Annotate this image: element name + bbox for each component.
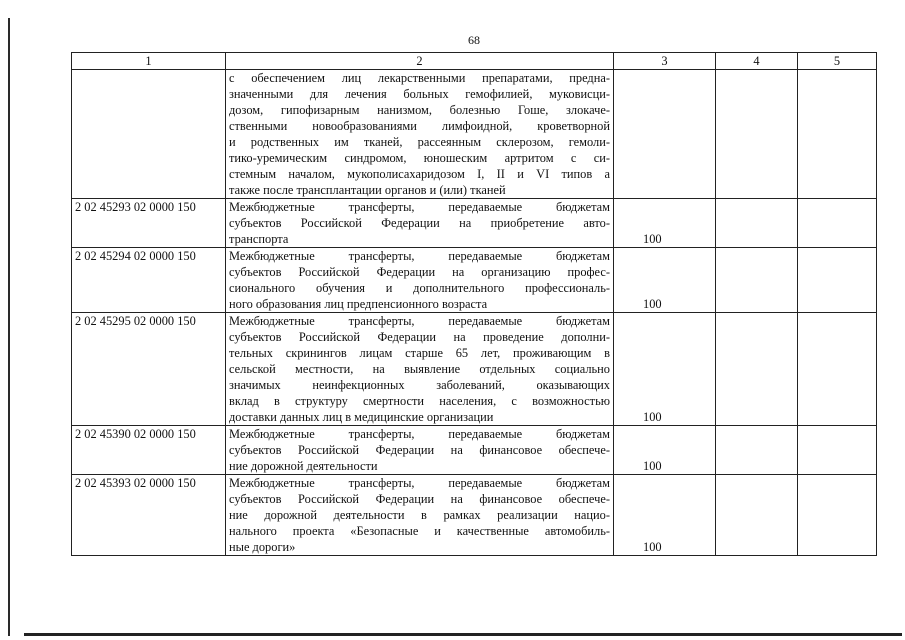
description-line: с обеспечением лиц лекарственными препаратами, предна- <box>229 71 610 85</box>
description-line: субъектов Российской Федерации на приобретение авто- <box>229 216 610 230</box>
budget-code-cell: 2 02 45390 02 0000 150 <box>72 426 226 475</box>
description-cell <box>226 426 614 475</box>
description-line: и родственных им тканей, рассеянным склерозом, гемоли- <box>229 135 610 149</box>
description-line: стемным началом, мукополисахаридозом I, II и VI типов а <box>229 167 610 181</box>
scan-left-edge-line <box>8 18 10 636</box>
column-header-3: 3 <box>614 53 716 70</box>
description-cell <box>226 475 614 556</box>
description-line: ного образования лиц предпенсионного возраста <box>229 297 488 311</box>
description-cell <box>226 313 614 426</box>
column-header-4: 4 <box>716 53 798 70</box>
table-row <box>72 313 877 426</box>
description-line: тико-уремическим синдромом, юношеским артритом с си- <box>229 151 610 165</box>
table-row <box>72 248 877 313</box>
table-row <box>72 70 877 199</box>
description-line: сельской местности, на выявление отдельных социально <box>229 362 610 376</box>
column-header-1: 1 <box>72 53 226 70</box>
description-line: Межбюджетные трансферты, передаваемые бюджетам <box>229 427 610 441</box>
budget-table <box>71 52 877 556</box>
description-line: субъектов Российской Федерации на проведение дополни- <box>229 330 610 344</box>
description-cell <box>226 248 614 313</box>
description-line: дозом, гипофизарным нанизмом, болезнью Гоше, злокаче- <box>229 103 610 117</box>
amount-value: 100 <box>643 297 662 311</box>
description-line: значимых неинфекционных заболеваний, оказывающих <box>229 378 610 392</box>
description-cell <box>226 199 614 248</box>
budget-code-cell: 2 02 45293 02 0000 150 <box>72 199 226 248</box>
description-line: Межбюджетные трансферты, передаваемые бюджетам <box>229 476 610 490</box>
description-line: ные дороги» <box>229 540 296 554</box>
amount-value: 100 <box>643 410 662 424</box>
page-number: 68 <box>468 33 480 47</box>
description-line: сионального обучения и дополнительного профессиональ- <box>229 281 610 295</box>
description-line: ние дорожной деятельности в рамках реализации нацио- <box>229 508 610 522</box>
description-cell <box>226 70 614 199</box>
description-line: тельных скринингов лицам старше 65 лет, проживающим в <box>229 346 610 360</box>
description-line: доставки данных лиц в медицинские организации <box>229 410 494 424</box>
description-line: субъектов Российской Федерации на финансовое обеспече- <box>229 443 610 457</box>
amount-cell <box>614 475 716 556</box>
description-line: Межбюджетные трансферты, передаваемые бюджетам <box>229 249 610 263</box>
column-header-2: 2 <box>226 53 614 70</box>
table-row <box>72 426 877 475</box>
amount-value: 100 <box>643 232 662 246</box>
description-line: ние дорожной деятельности <box>229 459 378 473</box>
column-5-cell <box>798 426 877 475</box>
description-line: субъектов Российской Федерации на финансовое обеспече- <box>229 492 610 506</box>
amount-cell <box>614 426 716 475</box>
amount-cell <box>614 199 716 248</box>
amount-value: 100 <box>643 540 662 554</box>
description-line: также после трансплантации органов и (или) тканей <box>229 183 506 197</box>
column-4-cell <box>716 426 798 475</box>
column-4-cell <box>716 313 798 426</box>
column-4-cell <box>716 199 798 248</box>
description-line: субъектов Российской Федерации на организацию профес- <box>229 265 610 279</box>
table-row <box>72 199 877 248</box>
column-5-cell <box>798 70 877 199</box>
amount-cell <box>614 70 716 199</box>
description-line: вклад в структуру смертности населения, с возможностью <box>229 394 610 408</box>
description-line: ственными новообразованиями лимфоидной, кроветворной <box>229 119 610 133</box>
column-5-cell <box>798 475 877 556</box>
budget-code-cell <box>72 70 226 199</box>
table-row <box>72 475 877 556</box>
column-5-cell <box>798 313 877 426</box>
description-line: транспорта <box>229 232 289 246</box>
amount-value <box>617 182 712 198</box>
column-5-cell <box>798 248 877 313</box>
description-line: нального проекта «Безопасные и качественные автомобиль- <box>229 524 610 538</box>
budget-code-cell: 2 02 45294 02 0000 150 <box>72 248 226 313</box>
budget-code-cell: 2 02 45295 02 0000 150 <box>72 313 226 426</box>
amount-value: 100 <box>643 459 662 473</box>
column-5-cell <box>798 199 877 248</box>
description-line: Межбюджетные трансферты, передаваемые бюджетам <box>229 314 610 328</box>
amount-cell <box>614 313 716 426</box>
description-line: значенными для лечения больных гемофилией, муковисци- <box>229 87 610 101</box>
column-4-cell <box>716 475 798 556</box>
amount-cell <box>614 248 716 313</box>
table-header-row <box>72 53 877 70</box>
column-4-cell <box>716 248 798 313</box>
column-header-5: 5 <box>798 53 877 70</box>
column-4-cell <box>716 70 798 199</box>
budget-code-cell: 2 02 45393 02 0000 150 <box>72 475 226 556</box>
scan-bottom-edge-line <box>24 633 902 636</box>
description-line: Межбюджетные трансферты, передаваемые бюджетам <box>229 200 610 214</box>
